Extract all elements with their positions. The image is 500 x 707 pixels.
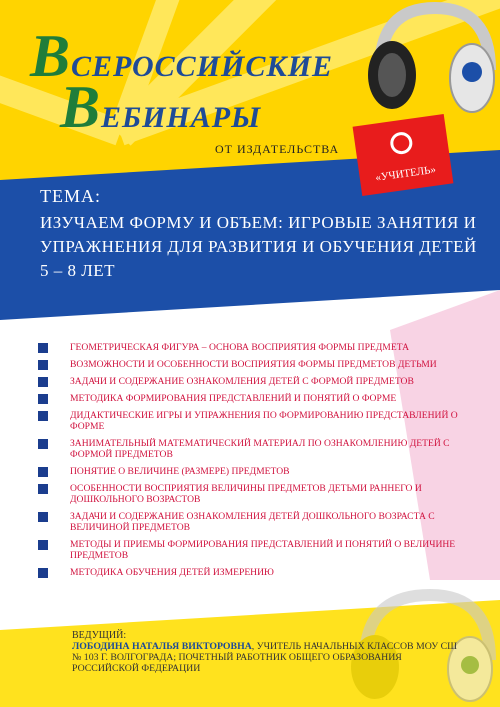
list-item [34,376,464,387]
list-item [34,410,464,432]
list-item-text: МЕТОДЫ И ПРИЕМЫ ФОРМИРОВАНИЯ ПРЕДСТАВЛЕНИЙ И ПОНЯТИЙ О ВЕЛИЧИНЕ ПРЕДМЕТОВ [70,539,456,561]
list-item [34,393,464,404]
speaker-label: ВЕДУЩИЙ: [72,630,127,641]
bullet-square-icon [38,360,48,370]
headset-icon [350,0,500,125]
bullet-square-icon [38,377,48,387]
bullet-square-icon [38,439,48,449]
list-item-text: ГЕОМЕТРИЧЕСКАЯ ФИГУРА – ОСНОВА ВОСПРИЯТИЯ ФОРМЫ ПРЕДМЕТА [70,342,410,353]
list-item-text: ОСОБЕННОСТИ ВОСПРИЯТИЯ ВЕЛИЧИНЫ ПРЕДМЕТОВ ДЕТЬМИ РАННЕГО И ДОШКОЛЬНОГО ВОЗРАСТОВ [70,483,422,505]
list-item [34,342,464,353]
bullet-square-icon [38,343,48,353]
list-item-text: ЗАНИМАТЕЛЬНЫЙ МАТЕМАТИЧЕСКИЙ МАТЕРИАЛ ПО ОЗНАКОМЛЕНИЮ ДЕТЕЙ С ФОРМОЙ ПРЕДМЕТОВ [70,438,450,460]
publisher-prefix: ОТ ИЗДАТЕЛЬСТВА [215,142,340,156]
title-line-1-capital: В [30,23,72,89]
list-item-text: ЗАДАЧИ И СОДЕРЖАНИЕ ОЗНАКОМЛЕНИЯ ДЕТЕЙ ДОШКОЛЬНОГО ВОЗРАСТА С ВЕЛИЧИНОЙ ПРЕДМЕТОВ [70,511,435,533]
speaker-info [72,641,462,674]
list-item-text: МЕТОДИКА ОБУЧЕНИЯ ДЕТЕЙ ИЗМЕРЕНИЮ [70,567,274,578]
bullet-square-icon [38,512,48,522]
list-item-text: ВОЗМОЖНОСТИ И ОСОБЕННОСТИ ВОСПРИЯТИЯ ФОРМЫ ПРЕДМЕТОВ ДЕТЬМИ [70,359,437,370]
list-item [34,359,464,370]
bullet-square-icon [38,411,48,421]
bullet-square-icon [38,467,48,477]
list-item [34,466,464,477]
title-line-2 [60,73,261,142]
publisher-name: «УЧИТЕЛЬ» [374,163,437,184]
publisher-logo [353,114,454,196]
list-item-text: ЗАДАЧИ И СОДЕРЖАНИЕ ОЗНАКОМЛЕНИЯ ДЕТЕЙ С ФОРМОЙ ПРЕДМЕТОВ [70,376,414,387]
publisher-logo-icon [389,131,414,156]
bullet-square-icon [38,394,48,404]
list-item [34,567,464,578]
bullet-square-icon [38,484,48,494]
agenda-list [34,342,464,584]
list-item [34,438,464,460]
title-line-1-rest: СЕРОССИЙСКИЕ [71,50,334,83]
topic-label: ТЕМА: [40,186,101,206]
title-line-2-rest: ЕБИНАРЫ [101,101,262,134]
list-item-text: ДИДАКТИЧЕСКИЕ ИГРЫ И УПРАЖНЕНИЯ ПО ФОРМИРОВАНИЮ ПРЕДСТАВЛЕНИЙ О ФОРМЕ [70,410,458,432]
title-line-2-capital: В [60,74,102,140]
topic-text: ИЗУЧАЕМ ФОРМУ И ОБЪЕМ: ИГРОВЫЕ ЗАНЯТИЯ И УПРАЖНЕНИЯ ДЛЯ РАЗВИТИЯ И ОБУЧЕНИЯ ДЕТЕЙ 5 – 8 ЛЕТ [40,213,477,280]
speaker-details: , УЧИТЕЛЬ НАЧАЛЬНЫХ КЛАССОВ МОУ СШ № 103 Г. ВОЛГОГРАДА; ПОЧЕТНЫЙ РАБОТНИК ОБЩЕГО ОБРАЗОВАНИЯ РОССИЙСКОЙ ФЕДЕРАЦИИ [72,641,458,674]
list-item [34,511,464,533]
list-item-text: МЕТОДИКА ФОРМИРОВАНИЯ ПРЕДСТАВЛЕНИЙ И ПОНЯТИЙ О ФОРМЕ [70,393,397,404]
list-item-text: ПОНЯТИЕ О ВЕЛИЧИНЕ (РАЗМЕРЕ) ПРЕДМЕТОВ [70,466,290,477]
speaker-name: ЛОБОДИНА НАТАЛЬЯ ВИКТОРОВНА [72,641,252,652]
bullet-square-icon [38,540,48,550]
list-item [34,483,464,505]
bullet-square-icon [38,568,48,578]
list-item [34,539,464,561]
